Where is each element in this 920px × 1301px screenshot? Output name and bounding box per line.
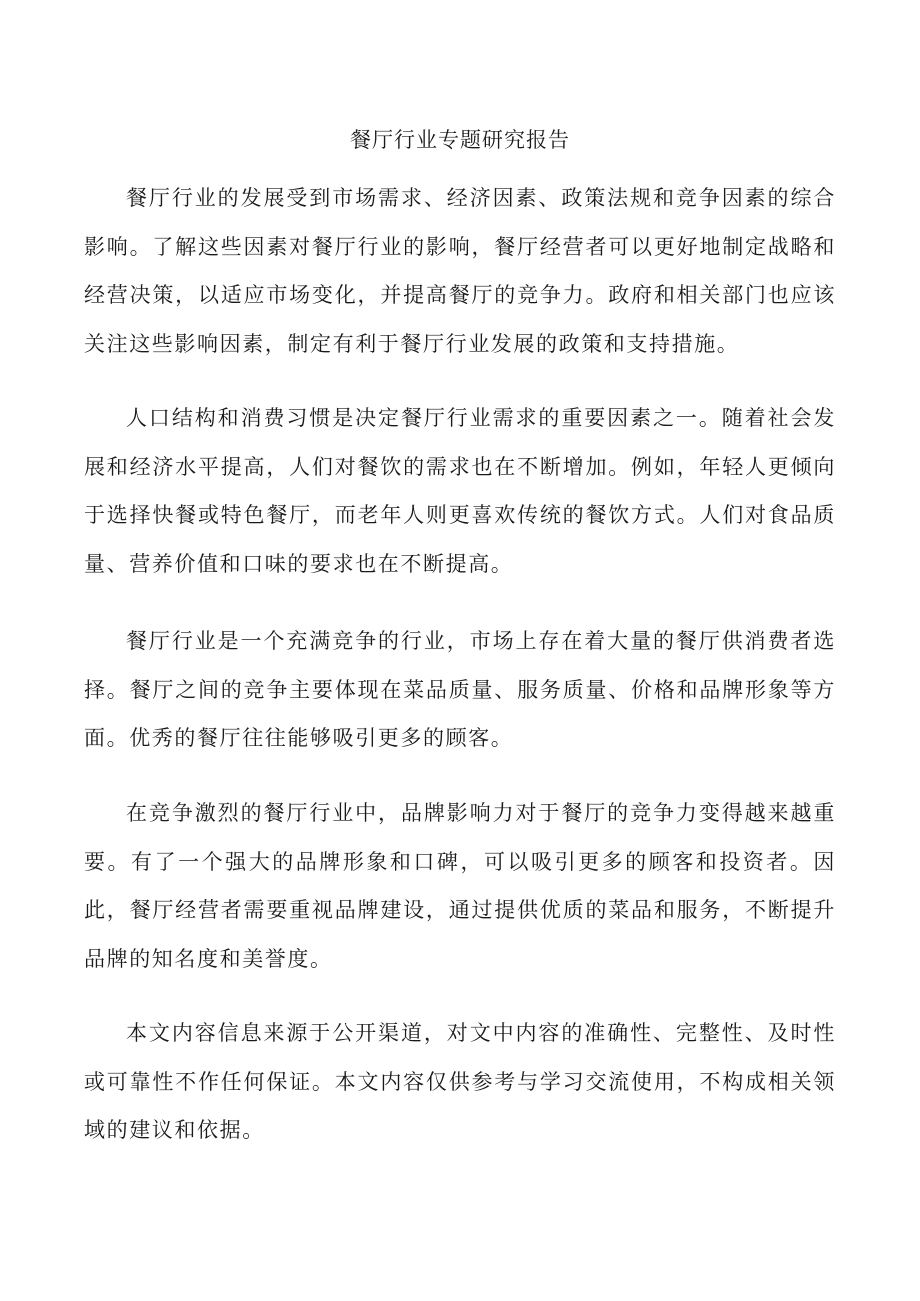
paragraph-population-consumption: 人口结构和消费习惯是决定餐厅行业需求的重要因素之一。随着社会发展和经济水平提高，人们对餐饮的需求也在不断增加。例如，年轻人更倾向于选择快餐或特色餐厅，而老年人则更喜欢传统的餐饮方式。人们对食品质量、营养价值和口味的要求也在不断提高。 bbox=[84, 406, 836, 576]
paragraph-disclaimer: 本文内容信息来源于公开渠道，对文中内容的准确性、完整性、及时性或可靠性不作任何保证。本文内容仅供参考与学习交流使用，不构成相关领域的建议和依据。 bbox=[84, 1021, 836, 1142]
paragraph-competition: 餐厅行业是一个充满竞争的行业，市场上存在着大量的餐厅供消费者选择。餐厅之间的竞争主要体现在菜品质量、服务质量、价格和品牌形象等方面。优秀的餐厅往往能够吸引更多的顾客。 bbox=[84, 629, 836, 750]
paragraph-industry-influences: 餐厅行业的发展受到市场需求、经济因素、政策法规和竞争因素的综合影响。了解这些因素对餐厅行业的影响，餐厅经营者可以更好地制定战略和经营决策，以适应市场变化，并提高餐厅的竞争力。政府和相关部门也应该关注这些影响因素，制定有利于餐厅行业发展的政策和支持措施。 bbox=[84, 186, 836, 356]
document-title: 餐厅行业专题研究报告 bbox=[350, 128, 570, 152]
paragraph-brand-influence: 在竞争激烈的餐厅行业中，品牌影响力对于餐厅的竞争力变得越来越重要。有了一个强大的品牌形象和口碑，可以吸引更多的顾客和投资者。因此，餐厅经营者需要重视品牌建设，通过提供优质的菜品和服务，不断提升品牌的知名度和美誉度。 bbox=[84, 801, 836, 971]
